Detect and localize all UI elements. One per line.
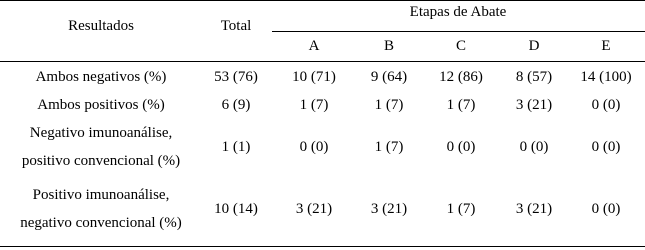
stage-d-cell: 3 (21) xyxy=(515,97,553,113)
row-label-line-1: Negativo imunoanálise, xyxy=(29,125,173,141)
header-group-rule xyxy=(272,31,645,32)
stage-c-cell: 1 (7) xyxy=(446,201,476,217)
header-stage-b: B xyxy=(383,38,395,54)
stage-a-cell: 0 (0) xyxy=(299,139,329,155)
header-stage-c: C xyxy=(455,38,467,54)
row-label-line-2: negativo convencional (%) xyxy=(20,215,182,231)
stage-e-cell: 0 (0) xyxy=(591,139,621,155)
stage-a-cell: 10 (71) xyxy=(292,69,336,85)
row-label-line-2: positivo convencional (%) xyxy=(21,153,181,169)
stage-e-cell: 0 (0) xyxy=(591,97,621,113)
stage-c-cell: 0 (0) xyxy=(446,139,476,155)
total-cell: 6 (9) xyxy=(221,97,251,113)
total-cell: 10 (14) xyxy=(214,201,258,217)
row-label-line-1: Positivo imunoanálise, xyxy=(32,187,170,203)
header-bottom-rule xyxy=(0,61,645,62)
stage-d-cell: 3 (21) xyxy=(515,201,553,217)
table-top-rule xyxy=(0,0,645,1)
header-stage-e: E xyxy=(601,38,611,54)
header-etapas-de-abate: Etapas de Abate xyxy=(409,4,507,20)
stage-b-cell: 9 (64) xyxy=(370,69,408,85)
stage-d-cell: 8 (57) xyxy=(515,69,553,85)
header-resultados: Resultados xyxy=(68,18,134,34)
total-cell: 53 (76) xyxy=(214,69,258,85)
stage-a-cell: 1 (7) xyxy=(299,97,329,113)
stage-e-cell: 14 (100) xyxy=(580,69,632,85)
stage-c-cell: 1 (7) xyxy=(446,97,476,113)
row-label: Ambos negativos (%) xyxy=(35,69,167,85)
header-stage-a: A xyxy=(308,38,320,54)
stage-d-cell: 0 (0) xyxy=(519,139,549,155)
stage-a-cell: 3 (21) xyxy=(295,201,333,217)
header-stage-d: D xyxy=(528,38,540,54)
row-label: Ambos positivos (%) xyxy=(37,97,165,113)
header-total: Total xyxy=(220,18,252,34)
stage-e-cell: 0 (0) xyxy=(591,201,621,217)
stage-b-cell: 1 (7) xyxy=(374,97,404,113)
stage-c-cell: 12 (86) xyxy=(439,69,483,85)
stage-b-cell: 1 (7) xyxy=(374,139,404,155)
table-bottom-rule xyxy=(0,246,645,247)
total-cell: 1 (1) xyxy=(221,139,251,155)
stage-b-cell: 3 (21) xyxy=(370,201,408,217)
